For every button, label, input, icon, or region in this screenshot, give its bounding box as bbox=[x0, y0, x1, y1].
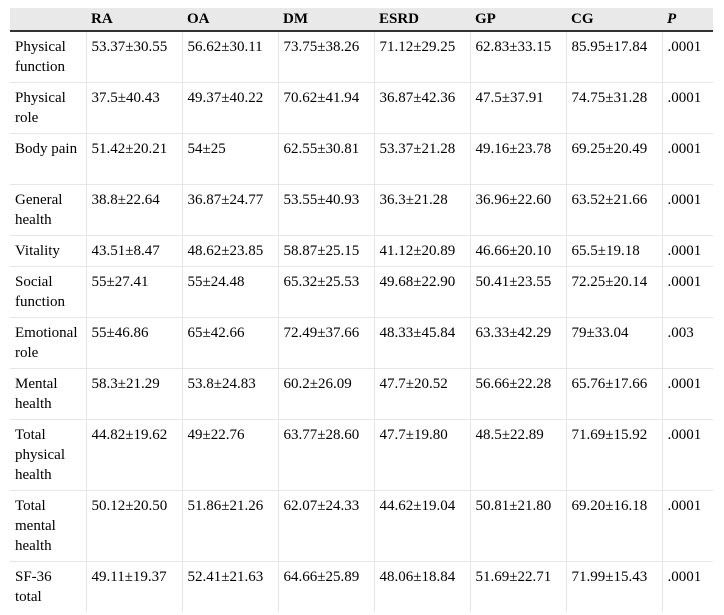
table-cell: 47.7±19.80 bbox=[374, 419, 470, 490]
table-cell: 49.68±22.90 bbox=[374, 266, 470, 317]
table-cell: 69.25±20.49 bbox=[566, 133, 662, 184]
table-cell: 62.55±30.81 bbox=[278, 133, 374, 184]
row-label: Physical role bbox=[10, 82, 86, 133]
header-cell-cg: CG bbox=[566, 8, 662, 31]
table-cell: 48.06±18.84 bbox=[374, 561, 470, 612]
table-cell: 48.33±45.84 bbox=[374, 317, 470, 368]
table-cell: 36.96±22.60 bbox=[470, 184, 566, 235]
table-cell: 51.86±21.26 bbox=[182, 490, 278, 561]
table-cell: 53.8±24.83 bbox=[182, 368, 278, 419]
header-cell-oa: OA bbox=[182, 8, 278, 31]
table-cell: 63.77±28.60 bbox=[278, 419, 374, 490]
table-cell: 55±27.41 bbox=[86, 266, 182, 317]
table-cell: 73.75±38.26 bbox=[278, 31, 374, 82]
table-row bbox=[10, 419, 713, 490]
table-cell: 50.81±21.80 bbox=[470, 490, 566, 561]
table-row bbox=[10, 31, 713, 82]
table-cell: 56.66±22.28 bbox=[470, 368, 566, 419]
table-cell: 74.75±31.28 bbox=[566, 82, 662, 133]
table-cell: 38.8±22.64 bbox=[86, 184, 182, 235]
table-row bbox=[10, 184, 713, 235]
table-cell: 36.87±24.77 bbox=[182, 184, 278, 235]
table-cell: 65.5±19.18 bbox=[566, 235, 662, 266]
table-cell: 62.07±24.33 bbox=[278, 490, 374, 561]
table-cell: 69.20±16.18 bbox=[566, 490, 662, 561]
header-cell-label bbox=[10, 8, 86, 31]
row-label: Total mental health bbox=[10, 490, 86, 561]
table-cell: 65±42.66 bbox=[182, 317, 278, 368]
header-cell-gp: GP bbox=[470, 8, 566, 31]
table-cell: 48.5±22.89 bbox=[470, 419, 566, 490]
table-cell: 63.33±42.29 bbox=[470, 317, 566, 368]
table-row bbox=[10, 561, 713, 612]
table-body bbox=[10, 31, 713, 612]
table-cell: 47.5±37.91 bbox=[470, 82, 566, 133]
table-cell: .0001 bbox=[662, 368, 713, 419]
table-cell: 65.32±25.53 bbox=[278, 266, 374, 317]
table-cell: 72.25±20.14 bbox=[566, 266, 662, 317]
row-label: SF-36 total bbox=[10, 561, 86, 612]
table-cell: 71.12±29.25 bbox=[374, 31, 470, 82]
table-cell: .0001 bbox=[662, 133, 713, 184]
table-cell: 56.62±30.11 bbox=[182, 31, 278, 82]
table-cell: 36.87±42.36 bbox=[374, 82, 470, 133]
table-cell: 50.12±20.50 bbox=[86, 490, 182, 561]
table-cell: 49±22.76 bbox=[182, 419, 278, 490]
sf36-table bbox=[10, 8, 713, 612]
row-label: Mental health bbox=[10, 368, 86, 419]
header-row bbox=[10, 8, 713, 31]
table-cell: 62.83±33.15 bbox=[470, 31, 566, 82]
table-cell: 53.37±21.28 bbox=[374, 133, 470, 184]
table-row bbox=[10, 133, 713, 184]
row-label: Physical function bbox=[10, 31, 86, 82]
table-cell: 51.69±22.71 bbox=[470, 561, 566, 612]
table-cell: 55±46.86 bbox=[86, 317, 182, 368]
header-cell-ra: RA bbox=[86, 8, 182, 31]
row-label: Body pain bbox=[10, 133, 86, 184]
table-cell: 49.37±40.22 bbox=[182, 82, 278, 133]
header-cell-dm: DM bbox=[278, 8, 374, 31]
table-cell: 52.41±21.63 bbox=[182, 561, 278, 612]
table-cell: .0001 bbox=[662, 266, 713, 317]
table-cell: 85.95±17.84 bbox=[566, 31, 662, 82]
table-cell: 44.62±19.04 bbox=[374, 490, 470, 561]
table-cell: 50.41±23.55 bbox=[470, 266, 566, 317]
table-cell: 44.82±19.62 bbox=[86, 419, 182, 490]
header-cell-p: P bbox=[662, 8, 713, 31]
table-row bbox=[10, 490, 713, 561]
table-cell: 49.16±23.78 bbox=[470, 133, 566, 184]
row-label: Emotional role bbox=[10, 317, 86, 368]
table-cell: 36.3±21.28 bbox=[374, 184, 470, 235]
table-cell: .0001 bbox=[662, 82, 713, 133]
table-row bbox=[10, 266, 713, 317]
table-cell: 51.42±20.21 bbox=[86, 133, 182, 184]
table-cell: 49.11±19.37 bbox=[86, 561, 182, 612]
row-label: Vitality bbox=[10, 235, 86, 266]
table-cell: 43.51±8.47 bbox=[86, 235, 182, 266]
table-cell: 63.52±21.66 bbox=[566, 184, 662, 235]
table-cell: 41.12±20.89 bbox=[374, 235, 470, 266]
table-cell: .0001 bbox=[662, 31, 713, 82]
table-cell: 54±25 bbox=[182, 133, 278, 184]
table-cell: 53.55±40.93 bbox=[278, 184, 374, 235]
table-row bbox=[10, 317, 713, 368]
table-cell: 65.76±17.66 bbox=[566, 368, 662, 419]
table-cell: 58.3±21.29 bbox=[86, 368, 182, 419]
row-label: Social function bbox=[10, 266, 86, 317]
header-cell-esrd: ESRD bbox=[374, 8, 470, 31]
table-cell: 79±33.04 bbox=[566, 317, 662, 368]
table-cell: .0001 bbox=[662, 184, 713, 235]
table-cell: 46.66±20.10 bbox=[470, 235, 566, 266]
table-row bbox=[10, 368, 713, 419]
table-cell: 55±24.48 bbox=[182, 266, 278, 317]
table-cell: 71.69±15.92 bbox=[566, 419, 662, 490]
table-cell: 64.66±25.89 bbox=[278, 561, 374, 612]
table-cell: 58.87±25.15 bbox=[278, 235, 374, 266]
table-cell: .0001 bbox=[662, 419, 713, 490]
table-cell: 60.2±26.09 bbox=[278, 368, 374, 419]
table-cell: 37.5±40.43 bbox=[86, 82, 182, 133]
row-label: Total physical health bbox=[10, 419, 86, 490]
table-cell: 48.62±23.85 bbox=[182, 235, 278, 266]
table-cell: 70.62±41.94 bbox=[278, 82, 374, 133]
table-cell: 47.7±20.52 bbox=[374, 368, 470, 419]
table-cell: .0001 bbox=[667, 568, 702, 585]
table-cell: 53.37±30.55 bbox=[86, 31, 182, 82]
table-row bbox=[10, 235, 713, 266]
table-row bbox=[10, 82, 713, 133]
table-cell: 72.49±37.66 bbox=[278, 317, 374, 368]
table-cell: .0001 bbox=[662, 235, 713, 266]
table-cell: .0001 bbox=[662, 490, 713, 561]
table-cell: .003 bbox=[662, 317, 713, 368]
row-label: General health bbox=[10, 184, 86, 235]
table-cell: 71.99±15.43 bbox=[566, 561, 662, 612]
